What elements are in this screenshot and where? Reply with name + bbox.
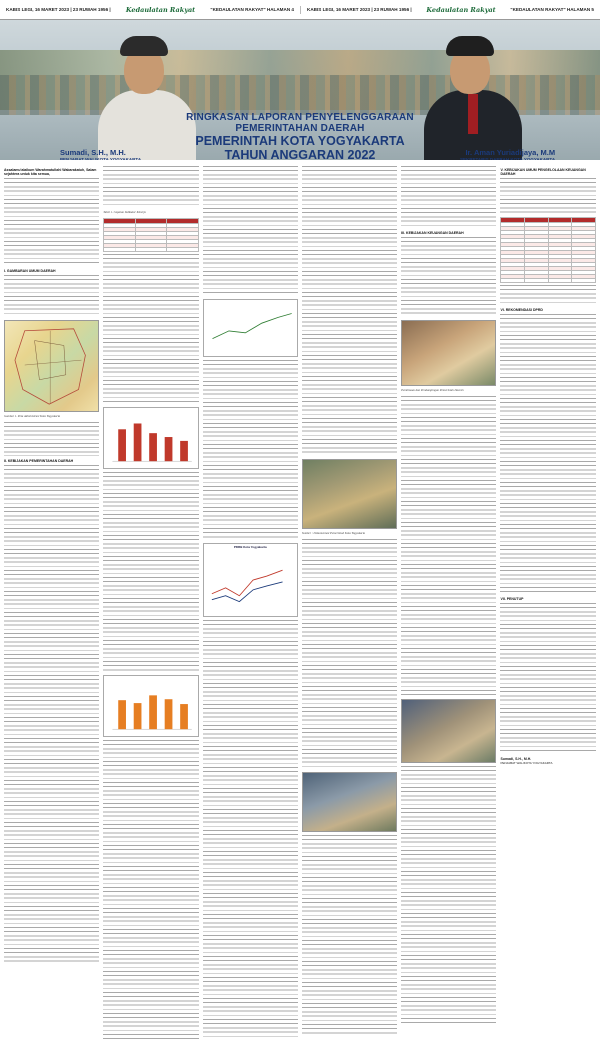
newspaper-logo-left: Kedaulatan Rakyat [125, 5, 196, 14]
body-text [4, 275, 99, 317]
report-banner [0, 20, 600, 160]
finance-table [500, 217, 595, 283]
body-text [302, 835, 397, 1035]
bar [180, 441, 188, 461]
ipm-chart [203, 299, 298, 357]
column-4 [302, 166, 397, 1046]
pdrb-chart-title: PDRB Kota Yogyakarta [233, 545, 267, 549]
body-text [4, 465, 99, 965]
body-text [302, 539, 397, 769]
report-title-line1: RINGKASAN LAPORAN PENYELENGGARAAN PEMERINTAHAN DAERAH [186, 112, 414, 134]
body-text [401, 166, 496, 228]
greeting: Assalamu'alaikum Warahmatullahi Wabarakatuh, Salam sejahtera untuk kita semua, [4, 168, 97, 176]
bar [134, 703, 142, 729]
masthead-date-right: KABIS LEGI, 16 MARET 2023 | 23 RUWAH 1956 | [307, 7, 412, 12]
bar [180, 704, 188, 729]
body-text [500, 285, 595, 305]
masthead-page-4 [0, 6, 300, 14]
unemployment-chart [103, 407, 198, 469]
section-heading: II. KEBIJAKAN PEMERINTAHAN DAERAH [4, 458, 74, 463]
body-text [500, 314, 595, 594]
district-boundaries [5, 321, 98, 411]
masthead-page-label-left: "KEDAULATAN RAKYAT" HALAMAN 4 [210, 7, 294, 12]
bar [165, 699, 173, 729]
mayor-name: Sumadi, S.H., M.H. [60, 148, 126, 157]
column-3 [203, 166, 298, 1046]
section-heading: V. KEBIJAKAN UMUM PENGELOLAAN KEUANGAN DAERAH [500, 168, 586, 176]
poverty-chart [103, 675, 198, 737]
bar [149, 433, 157, 461]
city-map [4, 320, 99, 412]
event-photo-caption: Sumber : Dokumentasi Pemerintah Kota Yogyakarta [301, 531, 366, 535]
mayor-nameplate [60, 148, 141, 160]
body-text [203, 620, 298, 1040]
section-heading: I. GAMBARAN UMUM DAERAH [4, 269, 56, 273]
bar [119, 429, 127, 461]
report-title-line2: PEMERINTAH KOTA YOGYAKARTA [195, 134, 405, 148]
map-caption: Gambar 1. Peta Administrasi Kota Yogyakarta [4, 414, 61, 418]
section-heading: VI. REKOMENDASI DPRD [500, 308, 543, 312]
mayor-title: PENJABAT WALIKOTA YOGYAKARTA [60, 157, 142, 160]
secretary-title: SEKRETARIS DAERAH KOTA YOGYAKARTA [460, 157, 556, 160]
report-title-line3: TAHUN ANGGARAN 2022 [224, 148, 376, 160]
body-text [500, 603, 595, 753]
event-photo-caption: Pembinaan dan Pendampingan Pemerintah Daerah [401, 388, 464, 392]
body-text [4, 422, 99, 456]
indicator-table [103, 218, 198, 252]
bar [165, 437, 173, 461]
signature-name: Sumadi, S.H., M.H. [500, 757, 532, 761]
article-columns [4, 166, 596, 1046]
bar [149, 695, 157, 729]
body-text [103, 740, 198, 1040]
section-heading: III. KEBIJAKAN KEUANGAN DAERAH [401, 231, 464, 235]
signature-title: PENJABAT WALIKOTA YOGYAKARTA [500, 761, 553, 765]
column-1 [4, 166, 99, 1046]
masthead [0, 0, 600, 20]
report-title [150, 112, 450, 160]
newspaper-logo-right: Kedaulatan Rakyat [426, 5, 496, 14]
bar [134, 423, 142, 461]
body-text [103, 254, 198, 404]
body-text [203, 166, 298, 296]
event-photo [302, 772, 397, 832]
column-6 [500, 166, 595, 1046]
pdrb-chart [203, 543, 298, 617]
body-text [4, 178, 99, 266]
secretary-nameplate [460, 148, 555, 160]
bar [119, 700, 127, 729]
body-text [500, 178, 595, 214]
body-text [401, 237, 496, 317]
column-2 [103, 166, 198, 1046]
body-text [103, 472, 198, 672]
masthead-page-5 [300, 6, 600, 14]
secretary-name: Ir. Aman Yuriadijaya, M.M [465, 148, 556, 157]
body-text [302, 166, 397, 456]
event-photo [401, 320, 496, 386]
body-text [401, 766, 496, 1026]
masthead-date-left: KABIS LEGI, 16 MARET 2023 | 23 RUWAH 1956 | [6, 7, 111, 12]
column-5 [401, 166, 496, 1046]
table-caption: Tabel 1. Capaian Indikator Kinerja [103, 210, 146, 214]
event-photo [401, 699, 496, 763]
section-heading: VII. PENUTUP [500, 597, 524, 601]
body-text [103, 166, 198, 208]
event-photo [302, 459, 397, 529]
masthead-page-label-right: "KEDAULATAN RAKYAT" HALAMAN 5 [510, 7, 594, 12]
body-text [401, 396, 496, 696]
body-text [203, 360, 298, 540]
